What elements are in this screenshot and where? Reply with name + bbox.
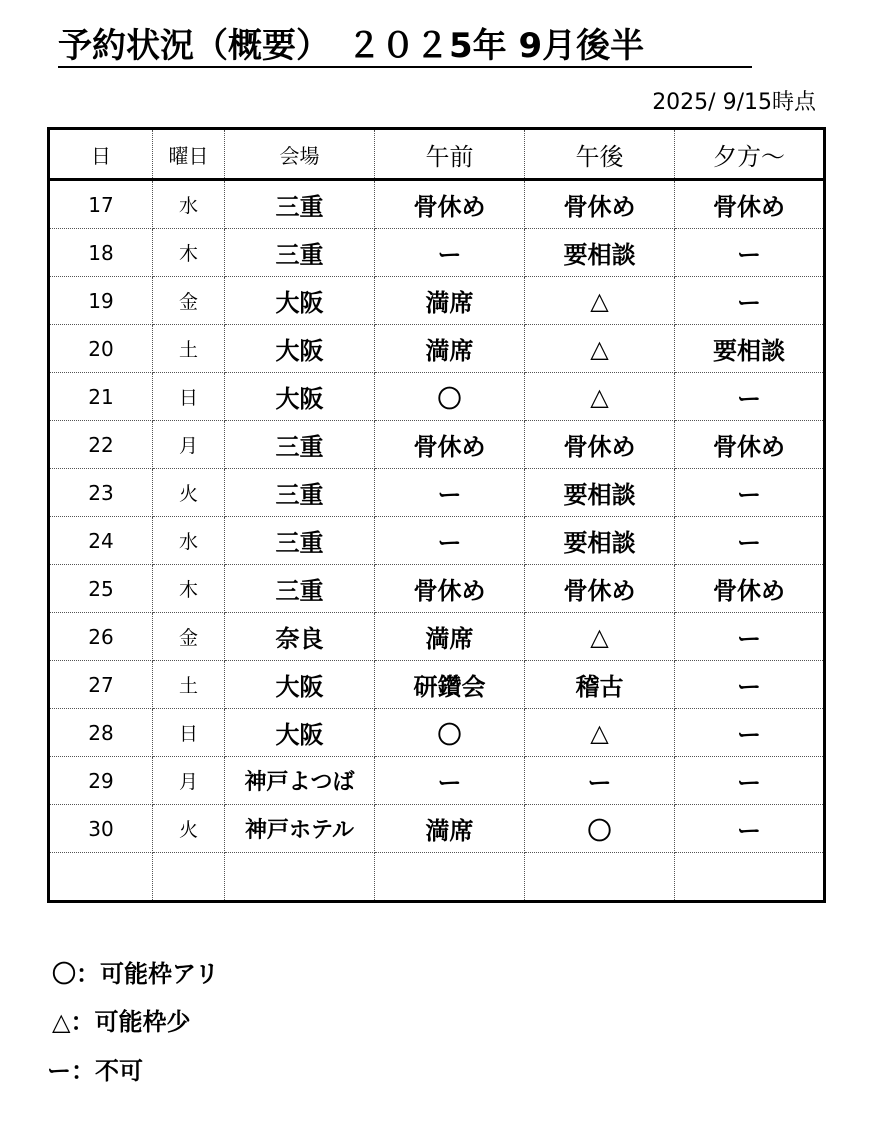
pm-slot-cell: △ bbox=[525, 277, 675, 325]
table-row bbox=[49, 469, 825, 517]
header-venue: 会場 bbox=[225, 129, 375, 180]
weekday-cell: 土 bbox=[153, 661, 225, 709]
table-row bbox=[49, 373, 825, 421]
day-cell: 23 bbox=[49, 469, 153, 517]
table-row bbox=[49, 853, 825, 902]
evening-slot-cell: ー bbox=[675, 277, 825, 325]
header-weekday: 曜日 bbox=[153, 129, 225, 180]
am-slot-cell bbox=[375, 853, 525, 902]
evening-slot-cell: ー bbox=[675, 229, 825, 277]
table-row bbox=[49, 661, 825, 709]
weekday-cell: 木 bbox=[153, 565, 225, 613]
pm-slot-cell: △ bbox=[525, 709, 675, 757]
venue-cell: 大阪 bbox=[225, 277, 375, 325]
weekday-cell: 月 bbox=[153, 757, 225, 805]
day-cell: 29 bbox=[49, 757, 153, 805]
header-pm: 午後 bbox=[525, 129, 675, 180]
weekday-cell: 水 bbox=[153, 180, 225, 229]
venue-cell: 大阪 bbox=[225, 325, 375, 373]
table-row bbox=[49, 180, 825, 229]
header-evening: 夕方～ bbox=[675, 129, 825, 180]
table-row bbox=[49, 229, 825, 277]
day-cell: 24 bbox=[49, 517, 153, 565]
venue-cell: 大阪 bbox=[225, 709, 375, 757]
day-cell: 27 bbox=[49, 661, 153, 709]
day-cell: 30 bbox=[49, 805, 153, 853]
am-slot-cell: 満席 bbox=[375, 613, 525, 661]
table-row bbox=[49, 805, 825, 853]
pm-slot-cell: △ bbox=[525, 325, 675, 373]
evening-slot-cell: 骨休め bbox=[675, 421, 825, 469]
am-slot-cell: 骨休め bbox=[375, 421, 525, 469]
evening-slot-cell: ー bbox=[675, 661, 825, 709]
header-am: 午前 bbox=[375, 129, 525, 180]
table-row bbox=[49, 421, 825, 469]
legend-item: △：可能枠少 bbox=[52, 1008, 191, 1036]
page-title: 予約状況（概要） ２０２5年 9月後半 bbox=[58, 26, 645, 66]
weekday-cell: 土 bbox=[153, 325, 225, 373]
weekday-cell: 日 bbox=[153, 709, 225, 757]
am-slot-cell: ー bbox=[375, 229, 525, 277]
pm-slot-cell: 骨休め bbox=[525, 421, 675, 469]
evening-slot-cell: 骨休め bbox=[675, 565, 825, 613]
day-cell bbox=[49, 853, 153, 902]
evening-slot-cell bbox=[675, 853, 825, 902]
evening-slot-cell: ー bbox=[675, 709, 825, 757]
pm-slot-cell bbox=[525, 853, 675, 902]
evening-slot-cell: ー bbox=[675, 613, 825, 661]
day-cell: 20 bbox=[49, 325, 153, 373]
am-slot-cell: 満席 bbox=[375, 325, 525, 373]
day-cell: 18 bbox=[49, 229, 153, 277]
day-cell: 28 bbox=[49, 709, 153, 757]
pm-slot-cell: ー bbox=[525, 757, 675, 805]
venue-cell: 三重 bbox=[225, 421, 375, 469]
pm-slot-cell: 要相談 bbox=[525, 229, 675, 277]
evening-slot-cell: ー bbox=[675, 373, 825, 421]
evening-slot-cell: ー bbox=[675, 517, 825, 565]
am-slot-cell: 満席 bbox=[375, 805, 525, 853]
weekday-cell: 月 bbox=[153, 421, 225, 469]
am-slot-cell: 研鑽会 bbox=[375, 661, 525, 709]
venue-cell: 三重 bbox=[225, 517, 375, 565]
pm-slot-cell: 〇 bbox=[525, 805, 675, 853]
table-body bbox=[49, 180, 825, 902]
table-row bbox=[49, 325, 825, 373]
table-row bbox=[49, 565, 825, 613]
am-slot-cell: 骨休め bbox=[375, 565, 525, 613]
weekday-cell: 火 bbox=[153, 805, 225, 853]
day-cell: 26 bbox=[49, 613, 153, 661]
evening-slot-cell: 骨休め bbox=[675, 180, 825, 229]
venue-cell: 神戸ホテル bbox=[225, 805, 375, 853]
weekday-cell: 金 bbox=[153, 277, 225, 325]
table-row bbox=[49, 709, 825, 757]
day-cell: 21 bbox=[49, 373, 153, 421]
as-of-date: 2025/ 9/15時点 bbox=[652, 90, 816, 115]
pm-slot-cell: △ bbox=[525, 373, 675, 421]
legend-item: 〇：可能枠アリ bbox=[52, 960, 220, 988]
venue-cell: 三重 bbox=[225, 180, 375, 229]
venue-cell: 大阪 bbox=[225, 661, 375, 709]
pm-slot-cell: △ bbox=[525, 613, 675, 661]
evening-slot-cell: ー bbox=[675, 805, 825, 853]
header-day: 日 bbox=[49, 129, 153, 180]
am-slot-cell: 〇 bbox=[375, 373, 525, 421]
weekday-cell: 水 bbox=[153, 517, 225, 565]
pm-slot-cell: 稽古 bbox=[525, 661, 675, 709]
am-slot-cell: 満席 bbox=[375, 277, 525, 325]
evening-slot-cell: 要相談 bbox=[675, 325, 825, 373]
am-slot-cell: ー bbox=[375, 469, 525, 517]
day-cell: 19 bbox=[49, 277, 153, 325]
venue-cell: 三重 bbox=[225, 565, 375, 613]
am-slot-cell: 〇 bbox=[375, 709, 525, 757]
title-underline bbox=[58, 66, 752, 68]
venue-cell: 三重 bbox=[225, 229, 375, 277]
day-cell: 22 bbox=[49, 421, 153, 469]
weekday-cell: 金 bbox=[153, 613, 225, 661]
table-row bbox=[49, 517, 825, 565]
venue-cell: 奈良 bbox=[225, 613, 375, 661]
pm-slot-cell: 要相談 bbox=[525, 517, 675, 565]
table-row bbox=[49, 757, 825, 805]
weekday-cell: 火 bbox=[153, 469, 225, 517]
reservation-table bbox=[47, 127, 826, 903]
table-row bbox=[49, 613, 825, 661]
am-slot-cell: ー bbox=[375, 517, 525, 565]
pm-slot-cell: 骨休め bbox=[525, 180, 675, 229]
day-cell: 25 bbox=[49, 565, 153, 613]
pm-slot-cell: 骨休め bbox=[525, 565, 675, 613]
weekday-cell bbox=[153, 853, 225, 902]
venue-cell bbox=[225, 853, 375, 902]
venue-cell: 三重 bbox=[225, 469, 375, 517]
day-cell: 17 bbox=[49, 180, 153, 229]
pm-slot-cell: 要相談 bbox=[525, 469, 675, 517]
am-slot-cell: ー bbox=[375, 757, 525, 805]
header-row bbox=[49, 129, 825, 180]
am-slot-cell: 骨休め bbox=[375, 180, 525, 229]
evening-slot-cell: ー bbox=[675, 469, 825, 517]
venue-cell: 神戸よつば bbox=[225, 757, 375, 805]
table-row bbox=[49, 277, 825, 325]
evening-slot-cell: ー bbox=[675, 757, 825, 805]
weekday-cell: 日 bbox=[153, 373, 225, 421]
venue-cell: 大阪 bbox=[225, 373, 375, 421]
legend-item: ー：不可 bbox=[47, 1057, 143, 1085]
weekday-cell: 木 bbox=[153, 229, 225, 277]
